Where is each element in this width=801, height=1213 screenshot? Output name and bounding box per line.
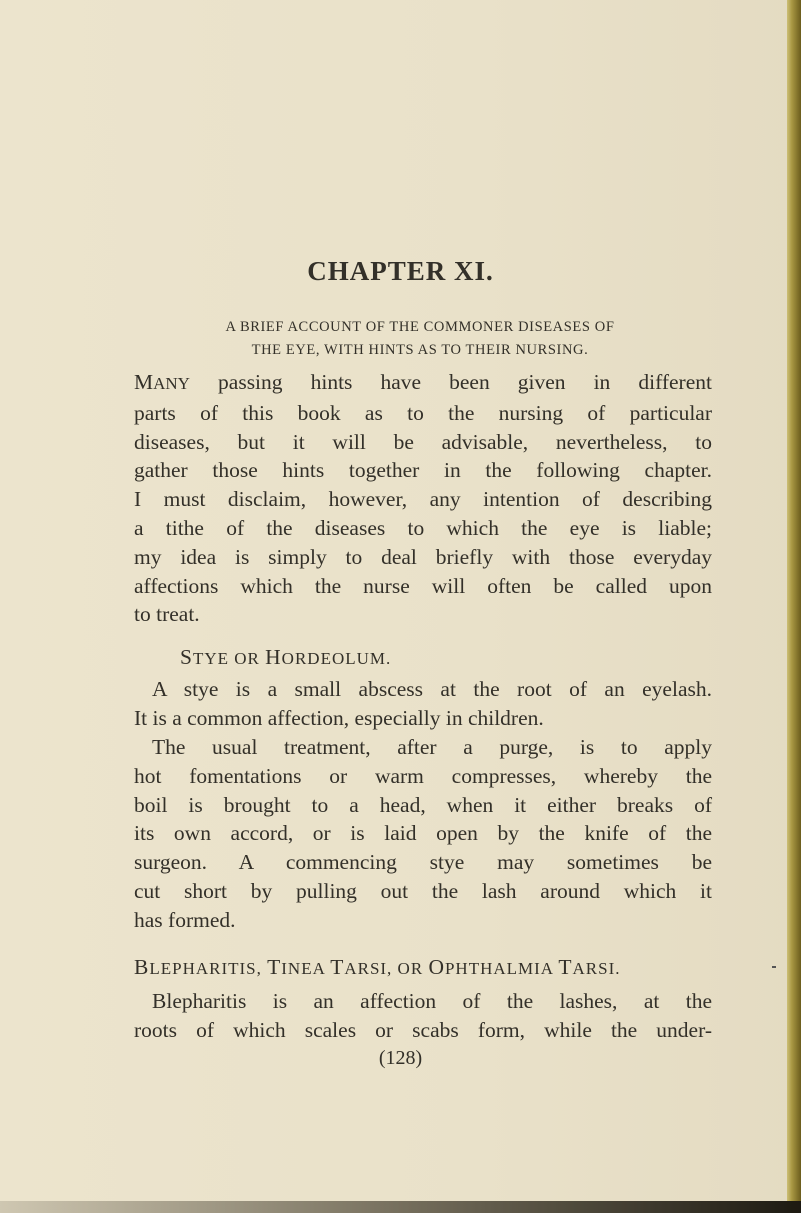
text-line: a tithe of the diseases to which the eye is liable; [134, 515, 712, 540]
text-line-rest: passing hints have been given in different [189, 370, 712, 394]
text-line: roots of which scales or scabs form, while the under- [134, 1017, 712, 1042]
text-line: hot fomentations or warm compresses, whereby the [134, 763, 712, 788]
page-edge-right [787, 0, 801, 1213]
text-line: its own accord, or is laid open by the knife of the [134, 821, 712, 846]
heading-cap: O [428, 955, 445, 979]
page-number: (128) [378, 1047, 423, 1069]
stye-paragraph-1 [134, 675, 712, 733]
text-line [134, 368, 712, 399]
text-line: It is a common affection, especially in children. [134, 705, 544, 730]
heading-cap: H [265, 645, 282, 669]
heading-cap: B [134, 955, 150, 979]
text-line: surgeon. A commencing stye may sometimes be [134, 850, 712, 875]
text-line: gather those hints together in the following chapter. [134, 458, 712, 483]
text-line: The usual treatment, after a purge, is to apply [152, 735, 712, 759]
intro-paragraph [134, 368, 712, 629]
chapter-title: CHAPTER XI. [307, 256, 494, 286]
text-line: I must disclaim, however, any intention of describing [134, 487, 712, 512]
text-line: boil is brought to a head, when it either breaks of [134, 792, 712, 817]
text-line: has formed. [134, 907, 236, 932]
small-cap-rest: ANY [153, 374, 190, 393]
heading-cap: T [330, 955, 345, 979]
blepharitis-paragraph-1 [134, 987, 712, 1045]
text-line: my idea is simply to deal briefly with those everyday [134, 544, 712, 569]
heading-rest: TYE OR [192, 649, 266, 668]
chapter-subtitle-line: THE EYE, WITH HINTS AS TO THEIR NURSING. [251, 342, 589, 358]
chapter-subtitle-line: A BRIEF ACCOUNT OF THE COMMONER DISEASES OF [225, 319, 615, 335]
text-line: cut short by pulling out the lash around which it [134, 878, 712, 903]
text-line: to treat. [134, 602, 200, 627]
small-cap-initial: M [134, 370, 154, 394]
page-edge-bottom [0, 1201, 801, 1213]
chapter-subtitle [120, 316, 720, 362]
heading-rest: ARSI. [572, 959, 621, 978]
drop-word [134, 370, 190, 394]
text-line: A stye is a small abscess at the root of an eyelash. [152, 677, 712, 701]
text-line: parts of this book as to the nursing of particular [134, 400, 712, 425]
heading-rest: PHTHALMIA [444, 959, 559, 978]
heading-rest: LEPHARITIS, [149, 959, 268, 978]
text-line: diseases, but it will be advisable, nevertheless, to [134, 429, 712, 454]
stye-paragraph-2 [134, 733, 712, 935]
section-heading-blepharitis [134, 955, 621, 980]
heading-cap: T [267, 955, 282, 979]
heading-rest: ARSI, OR [344, 959, 429, 978]
section-heading-stye [180, 645, 391, 670]
text-line: Blepharitis is an affection of the lashes, at the [152, 989, 712, 1013]
heading-rest: INEA [281, 959, 331, 978]
heading-rest: ORDEOLUM. [281, 649, 392, 668]
margin-mark [772, 966, 776, 968]
text-line: affections which the nurse will often be called upon [134, 573, 712, 598]
heading-cap: S [180, 645, 193, 669]
heading-cap: T [558, 955, 573, 979]
